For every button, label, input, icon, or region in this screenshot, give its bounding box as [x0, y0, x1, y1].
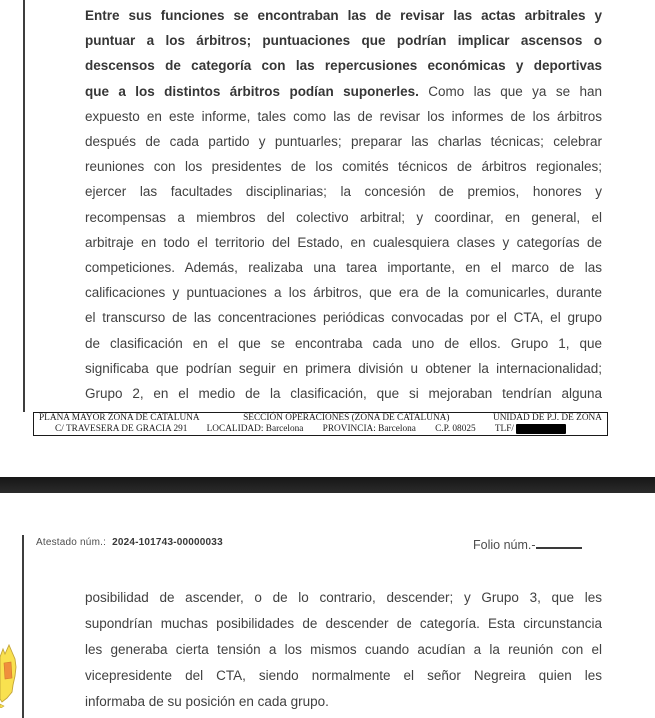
folio-blank-line	[536, 534, 582, 549]
paragraph-line: calificaciones y puntuaciones a los árbitros, que era de la comunicarles, durante	[85, 285, 602, 301]
paragraph-regular-fragment: Como las que ya se han	[428, 83, 602, 99]
atestado-number-line	[36, 537, 223, 548]
footer-section-name: SECCIÓN OPERACIONES (ZONA DE CATALUÑA)	[243, 412, 450, 423]
redacted-phone-number	[516, 424, 566, 434]
paragraph-line	[85, 79, 602, 104]
page2-body-paragraph	[85, 585, 602, 715]
folio-label: Folio núm.-	[473, 538, 536, 552]
paragraph-line: Entre sus funciones se encontraban las de revisar las actas arbitrales y	[85, 8, 602, 23]
footer-address-line	[39, 424, 602, 435]
paragraph-line: Grupo 2, en el medio de la clasificación, que si mejoraban tendrían alguna	[85, 386, 602, 402]
paragraph-line: expuesto en este informe, tales como las de revisar los informes de los árbitros	[85, 108, 602, 124]
paragraph-line: descensos de categoría con las repercusiones económicas y deportivas	[85, 58, 602, 74]
atestado-number-label: Atestado núm.:	[36, 537, 107, 548]
paragraph-bold-fragment: que a los distintos árbitros podían suponerles.	[85, 83, 419, 99]
paragraph-line: recompensas a miembros del colectivo arbitral; y coordinar, en general, el	[85, 209, 602, 225]
footer-province: PROVINCIA: Barcelona	[322, 424, 416, 434]
paragraph-line: ejercer las facultades disciplinarias; la concesión de premios, honores y	[85, 184, 602, 200]
paragraph-line: reuniones con los presidentes de los comités técnicos de árbitros regionales;	[85, 159, 602, 175]
atestado-number-value: 2024-101743-00000033	[112, 537, 223, 548]
sticker-orange-patch	[4, 662, 12, 679]
paragraph-line: significaba que podrían seguir en primera división u obtener la internacionalidad;	[85, 360, 602, 376]
footer-subunit-name: UNIDAD DE P.J. DE ZONA	[493, 412, 602, 423]
paragraph-line: vicepresidente del CTA, siendo normalmente el señor Negreira quien les	[85, 668, 602, 684]
paragraph-line: competiciones. Además, realizaba una tarea importante, en el marco de las	[85, 260, 602, 276]
page1-body-paragraph	[85, 3, 602, 406]
folio-number-line	[473, 534, 582, 552]
footer-unit-name: PLANA MAYOR ZONA DE CATALUÑA	[39, 412, 200, 423]
footer-locality: LOCALIDAD: Barcelona	[206, 424, 304, 434]
footer-postal-code: C.P. 08025	[435, 424, 476, 434]
footer-phone-label: TLF/	[495, 424, 566, 435]
page1-left-margin-rule	[23, 0, 25, 412]
paragraph-line: les generaba cierta tensión a los mismos cuando acudían a la reunión con el	[85, 642, 602, 658]
partial-yellow-sticker	[0, 644, 19, 708]
paragraph-line: después de cada partido y puntuarles; preparar las charlas técnicas; celebrar	[85, 134, 602, 150]
paragraph-line: supondrían muchas posibilidades de descender de categoría. Esta circunstancia	[85, 616, 602, 632]
paragraph-line: informaba de su posición en cada grupo.	[85, 694, 329, 710]
page2-left-margin-rule	[22, 535, 24, 718]
footer-unit-line	[39, 413, 602, 424]
page-separator-bar	[0, 477, 655, 493]
paragraph-line: posibilidad de ascender, o de lo contrario, descender; y Grupo 3, que les	[85, 590, 602, 605]
footer-street: C/ TRAVESERA DE GRACIA 291	[55, 424, 188, 434]
paragraph-line: puntuar a los árbitros; puntuaciones que podrían implicar ascensos o	[85, 33, 602, 49]
paragraph-line: de clasificación en el que se encontraba cada uno de ellos. Grupo 1, que	[85, 335, 602, 351]
unit-address-footer-box	[33, 412, 608, 436]
paragraph-line: el transcurso de las concentraciones periódicas convocadas por el CTA, el grupo	[85, 310, 602, 326]
paragraph-line: arbitraje en todo el territorio del Estado, en cualesquiera clases y categorías de	[85, 234, 602, 250]
sticker-bottom-tip	[0, 704, 4, 708]
